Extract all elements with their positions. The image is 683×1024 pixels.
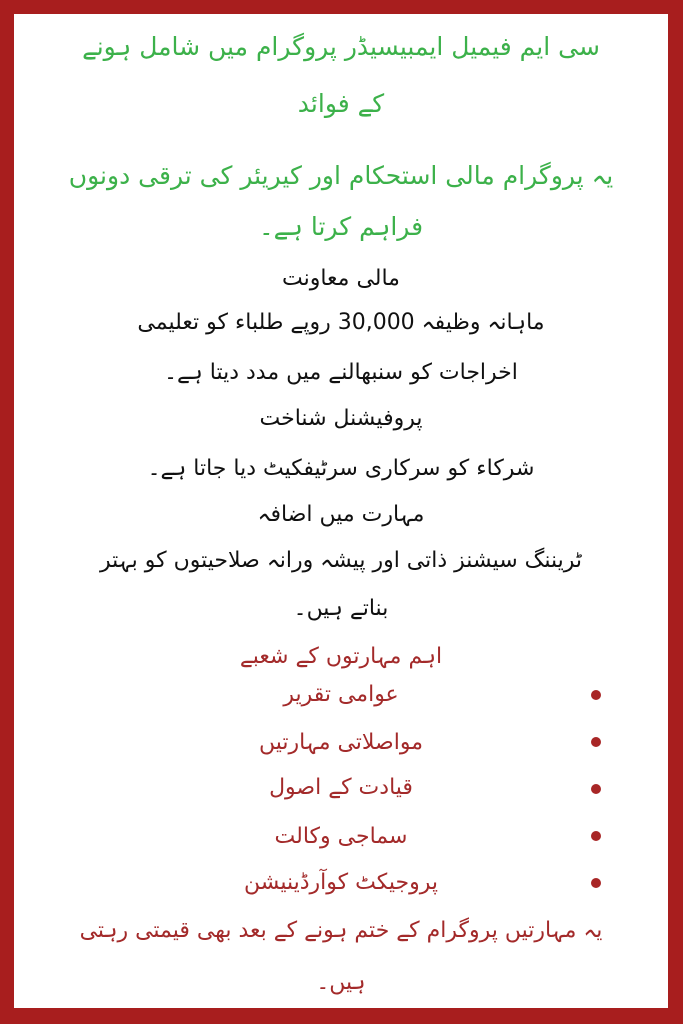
section-text-professional-recognition: شرکاء کو سرکاری سرٹیفکیٹ دیا جاتا ہے۔ [147,456,535,481]
section-text-skill-enhancement-2: بناتے ہیں۔ [293,596,389,621]
document-page [14,14,668,1008]
section-heading-financial-support: مالی معاونت [282,266,400,291]
skills-item: سماجی وکالت [274,824,408,849]
title-line-1: سی ایم فیمیل ایمبیسیڈر پروگرام میں شامل ہونے [82,32,600,61]
section-text-financial-support-1: ماہانہ وظیفہ 30,000 روپے طلباء کو تعلیمی [137,310,545,335]
skills-item: پروجیکٹ کوآرڈینیشن [243,870,438,895]
intro-line-2: فراہم کرتا ہے۔ [258,212,424,241]
section-heading-skill-enhancement: مہارت میں اضافہ [257,502,425,527]
section-text-financial-support-2: اخراجات کو سنبھالنے میں مدد دیتا ہے۔ [164,360,518,385]
skills-item: قیادت کے اصول [269,775,413,800]
intro-line-1: یہ پروگرام مالی استحکام اور کیریئر کی ترقی دونوں [68,161,614,190]
closing-line-2: ہیں۔ [316,970,366,995]
section-text-skill-enhancement-1: ٹریننگ سیشنز ذاتی اور پیشہ ورانہ صلاحیتوں کو بہتر [100,548,582,573]
skills-item: عوامی تقریر [283,682,399,707]
section-heading-professional-recognition: پروفیشنل شناخت [259,406,423,431]
skills-item: مواصلاتی مہارتیں [258,730,424,755]
closing-line-1: یہ مہارتیں پروگرام کے ختم ہونے کے بعد بھی قیمتی رہتی [79,918,603,943]
skills-heading: اہم مہارتوں کے شعبے [239,644,443,669]
title-line-2: کے فوائد [297,89,385,118]
